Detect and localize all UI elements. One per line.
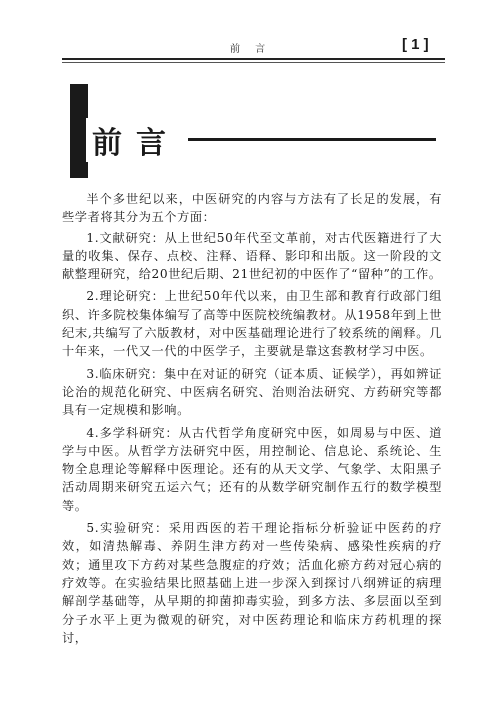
chapter-title: 前言 [86,118,188,162]
paragraph-clinical-research: 3.临床研究：集中在对证的研究（证本质、证候学），再如辨证论治的规范化研究、中医病名研究、治则治法研究、方药研究等都具有一定规模和影响。 [62,366,442,418]
running-head: 前 言 [230,44,272,55]
paragraph-multidisciplinary-research: 4.多学科研究：从古代哲学角度研究中医，如周易与中医、道学与中医。从哲学方法研究中医，用控制论、信息论、系统论、生物全息理论等解释中医理论。还有的从天文学、气象学、太阳黑子活动周期来研究五运六气；还有的从数学研究制作五行的数学模型等。 [62,425,442,513]
page-number: [ 1 ] [402,36,429,53]
paragraph-literature-research: 1.文献研究：从上世纪50年代至文革前，对古代医籍进行了大量的收集、保存、点校、注释、语释、影印和出版。这一阶段的文献整理研究，给20世纪后期、21世纪初的中医作了“留种”的工作。 [62,230,442,282]
body-text [62,190,442,651]
header-rule [62,58,445,60]
header-rule-thin [62,62,445,63]
paragraph-theory-research: 2.理论研究：上世纪50年代以来，由卫生部和教育行政部门组织、许多院校集体编写了高等中医院校统编教材。从1958年到上世纪末,共编写了六版教材，对中医基础理论进行了较系统的阐释。几十年来，一代又一代的中医学子，主要就是靠这套教材学习中医。 [62,289,442,359]
paragraph-experimental-research: 5.实验研究：采用西医的若干理论指标分析验证中医药的疗效，如清热解毒、养阴生津方药对一些传染病、感染性疾病的疗效；通里攻下方药对某些急腹症的疗效；活血化瘀方药对冠心病的疗效等。在实验结果比照基础上进一步深入到探讨八纲辨证的病理解剖学基础等，从早期的抑菌抑毒实验，到多方法、多层面以至到分子水平上更为微观的研究，对中医药理论和临床方药机理的探讨， [62,521,442,645]
chapter-title-block-foot [70,176,88,178]
paragraph-intro: 半个多世纪以来，中医研究的内容与方法有了长足的发展，有些学者将其分为五个方面： [62,192,442,225]
